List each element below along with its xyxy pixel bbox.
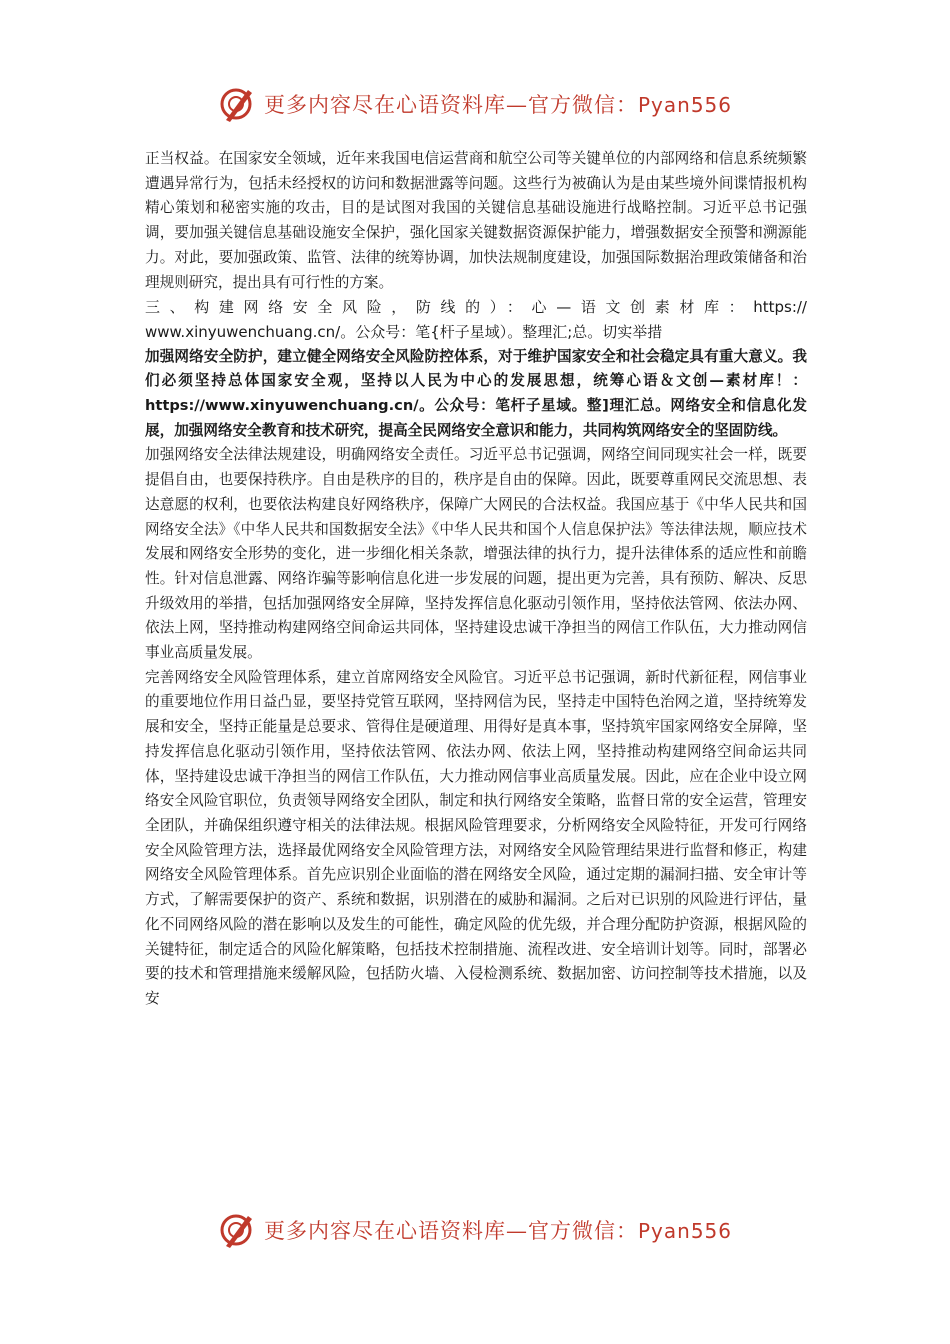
paragraph-risk-management: 完善网络安全风险管理体系，建立首席网络安全风险官。习近平总书记强调，新时代新征程，网信事业的重要地位作用日益凸显，要坚持党管互联网，坚持网信为民，坚持走中国特色治网之道，坚持统筹发展和安全，坚持正能量是总要求、管得住是硬道理、用得好是真本事，坚持筑牢国家网络安全屏障，坚持发挥信息化驱动引领作用，坚持依法管网、依法办网、依法上网，坚持推动构建网络空间命运共同体，坚持建设忠诚干净担当的网信工作队伍，大力推动网信事业高质量发展。因此，应在企业中设立网络安全风险官职位，负责领导网络安全团队，制定和执行网络安全策略，监督日常的安全运营，管理安全团队，并确保组织遵守相关的法律法规。根据风险管理要求，分析网络安全风险特征，开发可行网络安全风险管理方法，选择最优网络安全风险管理方法，对网络安全风险管理结果进行监督和修正，构建网络安全风险管理体系。首先应识别企业面临的潜在网络安全风险，通过定期的漏洞扫描、安全审计等方式，了解需要保护的资产、系统和数据，识别潜在的威胁和漏洞。之后对已识别的风险进行评估，量化不同网络风险的潜在影响以及发生的可能性，确定风险的优先级，并合理分配防护资源，根据风险的关键特征，制定适合的风险化解策略，包括技术控制措施、流程改进、安全培训计划等。同时，部署必要的技术和管理措施来缓解风险，包括防火墙、入侵检测系统、数据加密、访问控制等技术措施，以及安	[145, 668, 807, 1007]
header-banner	[0, 82, 950, 126]
paragraph-intro: 正当权益。在国家安全领域，近年来我国电信运营商和航空公司等关键单位的内部网络和信息系统频繁遭遇异常行为，包括未经授权的访问和数据泄露等问题。这些行为被确认为是由某些境外间谍情报机构精心策划和秘密实施的攻击，目的是试图对我国的关键信息基础设施进行战略控制。习近平总书记强调，要加强关键信息基础设施安全保护，强化国家关键数据资源保护能力，增强数据安全预警和溯源能力。对此，要加强政策、监管、法律的统筹协调，加快法规制度建设，加强国际数据治理政策储备和治理规则研究，提出具有可行性的方案。	[145, 150, 807, 291]
banner-text: 更多内容尽在心语资料库—官方微信：Pyan556	[263, 1219, 732, 1243]
section-heading-line2: www.xinyuwenchuang.cn/。公众号：笔{杆子星域）。整理汇;总。切实举措	[145, 322, 663, 341]
paragraph-law: 加强网络安全法律法规建设，明确网络安全责任。习近平总书记强调，网络空间同现实社会一样，既要提倡自由，也要保持秩序。自由是秩序的目的，秩序是自由的保障。因此，既要尊重网民交流思想、表达意愿的权利，也要依法构建良好网络秩序，保障广大网民的合法权益。我国应基于《中华人民共和国网络安全法》《中华人民共和国数据安全法》《中华人民共和国个人信息保护法》等法律法规，顺应技术发展和网络安全形势的变化，进一步细化相关条款，增强法律的执行力，提升法律体系的适应性和前瞻性。针对信息泄露、网络诈骗等影响信息化进一步发展的问题，提出更为完善，具有预防、解决、反思升级效用的举措，包括加强网络安全屏障，坚持发挥信息化驱动引领作用，坚持依法管网、依法办网、依法上网，坚持推动构建网络空间命运共同体，坚持建设忠诚干净担当的网信工作队伍，大力推动网信事业高质量发展。	[145, 446, 807, 662]
bold-summary-paragraph: 加强网络安全防护，建立健全网络安全风险防控体系，对于维护国家安全和社会稳定具有重大意义。我们必须坚持总体国家安全观，坚持以人民为中心的发展思想，统筹心语＆文创—素材库！：https://www.xinyuwenchuang.cn/。公众号：笔杆子星域。整]理汇总。网络安全和信息化发展，加强网络安全教育和技术研究，提高全民网络安全意识和能力，共同构筑网络安全的坚固防线。	[145, 347, 807, 439]
document-body	[145, 147, 807, 1012]
banner-text: 更多内容尽在心语资料库—官方微信：Pyan556	[263, 93, 732, 117]
pen-circle-logo-icon	[218, 1210, 258, 1250]
section-heading-line1: 三、构建网络安全风险，防线的）：心—语文创素材库：https://	[145, 298, 807, 317]
pen-circle-logo-icon	[218, 84, 258, 124]
footer-banner	[0, 1208, 950, 1252]
